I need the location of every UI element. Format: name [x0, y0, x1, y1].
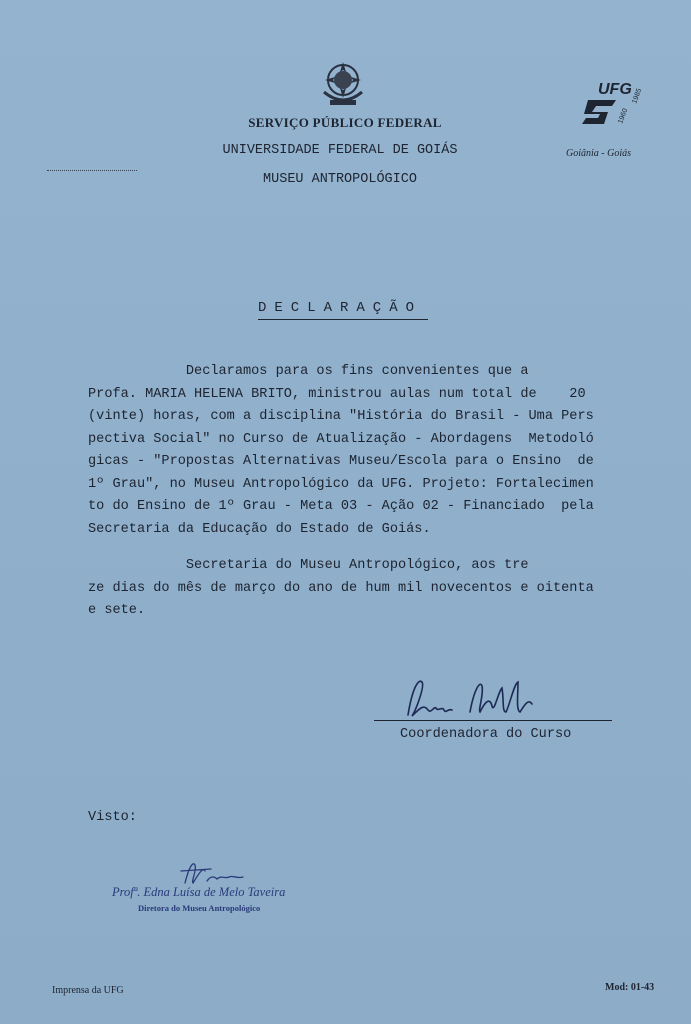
header-line-2: UNIVERSIDADE FEDERAL DE GOIÁS — [222, 143, 458, 158]
dotted-line — [47, 170, 137, 171]
body-line: (vinte) horas, com a disciplina "História do Brasil - Uma Pers — [88, 409, 594, 424]
header-line-3: MUSEU ANTROPOLÓGICO — [263, 172, 417, 187]
closing-line: Secretaria do Museu Antropológico, aos tre — [88, 558, 529, 573]
ufg-logo-icon — [578, 78, 650, 128]
body-line: gicas - "Propostas Alternativas Museu/Escola para o Ensino de — [88, 454, 594, 469]
coordinator-signature — [398, 670, 558, 725]
city-label: Goiânia - Goiás — [566, 148, 631, 159]
svg-text:1960: 1960 — [617, 107, 630, 125]
body-line: Declaramos para os fins convenientes que a — [88, 364, 529, 379]
body-line: to do Ensino de 1º Grau - Meta 03 - Ação 02 - Financiado pela — [88, 499, 594, 514]
body-line: pectiva Social" no Curso de Atualização - Abordagens Metodoló — [88, 431, 594, 447]
body-line: Secretaria da Educação do Estado de Goiás. — [88, 521, 431, 537]
svg-text:UFG: UFG — [598, 81, 632, 98]
closing-paragraph — [88, 555, 623, 623]
closing-line: ze dias do mês de março do ano de hum mil novecentos e oitenta — [88, 580, 594, 596]
declaration-body — [88, 361, 623, 541]
stamp-name: Profª. Edna Luísa de Melo Taveira — [112, 885, 286, 899]
footer-printer: Imprensa da UFG — [52, 985, 124, 996]
svg-text:1985: 1985 — [631, 87, 644, 105]
signature-role: Coordenadora do Curso — [400, 727, 572, 742]
signature-line — [374, 720, 612, 721]
body-line: Profa. MARIA HELENA BRITO, ministrou aulas num total de 20 — [88, 386, 586, 402]
footer-form-code: Mod: 01-43 — [605, 982, 655, 993]
document-title: DECLARAÇÃO — [258, 300, 428, 320]
header-line-1: SERVIÇO PÚBLICO FEDERAL — [248, 115, 442, 130]
stamp-role: Diretora do Museu Antropológico — [138, 903, 261, 913]
visto-label: Visto: — [88, 810, 137, 825]
body-line: 1º Grau", no Museu Antropológico da UFG. Projeto: Fortalecimen — [88, 476, 594, 492]
closing-line: e sete. — [88, 603, 146, 618]
coat-of-arms-icon — [318, 58, 368, 110]
